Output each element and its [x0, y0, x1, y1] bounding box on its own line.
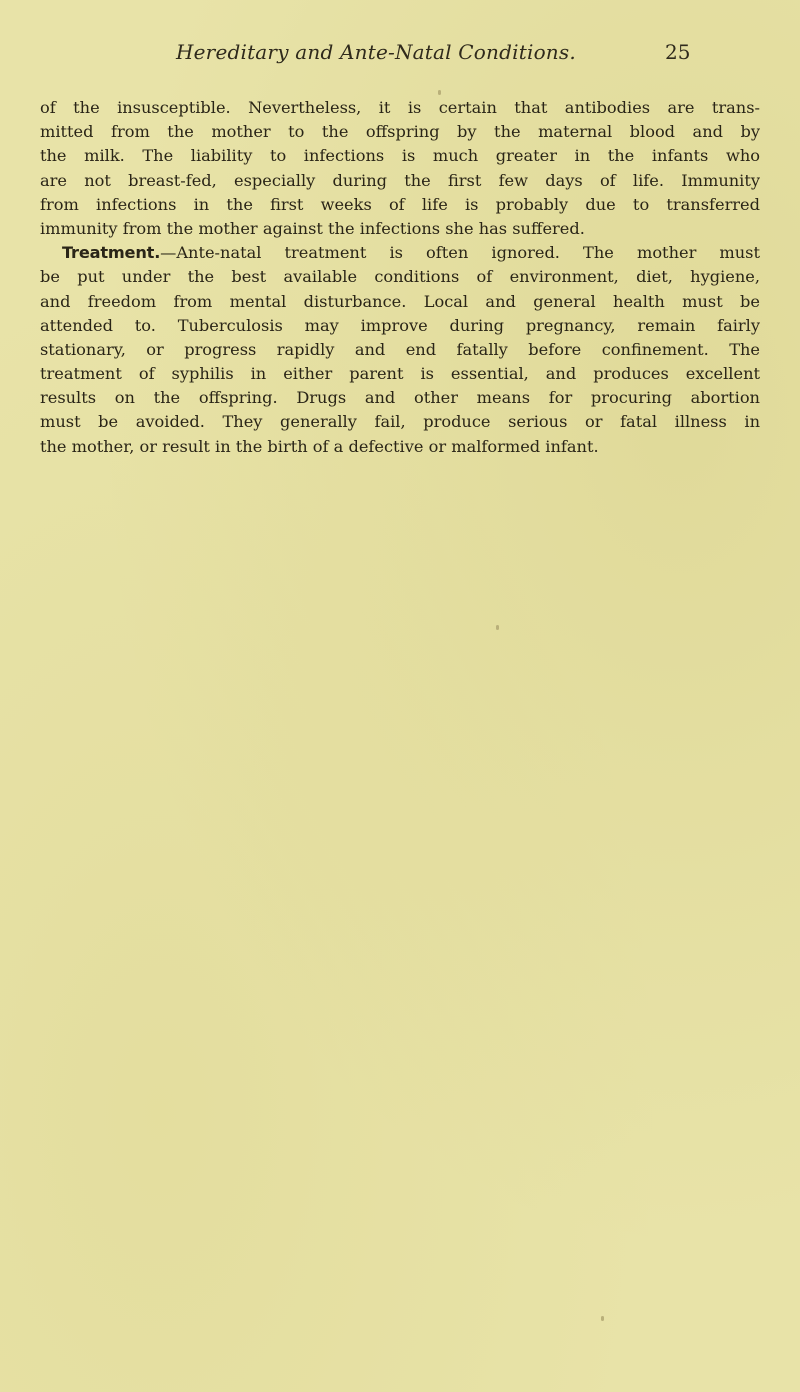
text-line: from infections in the first weeks of life is probably due to transferred	[40, 194, 760, 214]
page-number: 25	[665, 40, 691, 64]
text-line: are not breast-fed, especially during the first few days of life. Immunity	[40, 170, 760, 190]
text-line: be put under the best available conditions of environment, diet, hygiene,	[40, 267, 760, 287]
text-line: treatment of syphilis in either parent is essential, and produces excellent	[40, 364, 760, 384]
text-line	[40, 241, 760, 265]
text-line: the mother, or result in the birth of a defective or malformed infant.	[40, 436, 599, 456]
text-line: of the insusceptible. Nevertheless, it is certain that antibodies are trans-	[40, 98, 760, 117]
body-text	[40, 96, 760, 459]
paragraph-treatment	[40, 241, 760, 459]
paragraph-immunity	[40, 96, 760, 241]
text-line: stationary, or progress rapidly and end fatally before confinement. The	[40, 339, 760, 359]
paper-speck	[438, 90, 441, 95]
running-title: Hereditary and Ante-Natal Conditions.	[176, 40, 576, 64]
text-line: mitted from the mother to the offspring by the maternal blood and by	[40, 122, 760, 142]
text-line: the milk. The liability to infections is much greater in the infants who	[40, 146, 760, 166]
text-line: must be avoided. They generally fail, produce serious or fatal illness in	[40, 412, 760, 432]
text-line-rest: —Ante-natal treatment is often ignored. The mother must	[160, 243, 760, 263]
text-line: and freedom from mental disturbance. Local and general health must be	[40, 291, 760, 311]
text-line: attended to. Tuberculosis may improve during pregnancy, remain fairly	[40, 315, 760, 335]
text-line: results on the offspring. Drugs and other means for procuring abortion	[40, 388, 760, 408]
text-line: immunity from the mother against the infections she has suffered.	[40, 218, 585, 238]
paper-speck	[601, 1316, 604, 1321]
paper-speck	[496, 625, 499, 630]
section-heading-treatment: Treatment.	[62, 243, 161, 263]
running-head	[0, 40, 800, 74]
